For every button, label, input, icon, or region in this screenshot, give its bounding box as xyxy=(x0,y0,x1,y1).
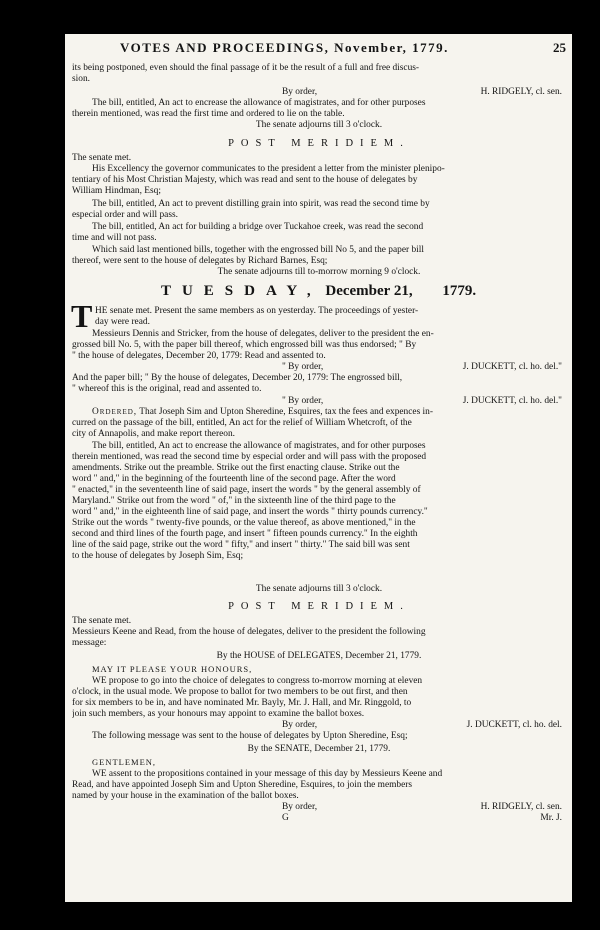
text-line: WE assent to the propositions contained in your message of this day by Messieurs Keene and xyxy=(92,769,443,779)
text-line: " enacted," in the seventeenth line of said page, insert the words " by the general assembly of xyxy=(72,485,421,495)
footer-line xyxy=(72,813,566,824)
message-heading: By the HOUSE of DELEGATES, December 21, 1779. xyxy=(216,651,422,661)
text-line: Which said last mentioned bills, together with the engrossed bill No 5, and the paper bill xyxy=(92,245,424,255)
text-line: The senate adjourns till 3 o'clock. xyxy=(255,120,383,130)
page xyxy=(65,34,572,902)
text-line: " the house of delegates, December 20, 1779: Read and assented to. xyxy=(72,351,326,361)
section-heading: POST MERIDIEM. xyxy=(228,601,410,612)
day-heading: TUESDAY, December 21, 1779. xyxy=(160,283,477,299)
signature-line: By order, J. DUCKETT, cl. ho. del. xyxy=(282,720,562,730)
text-line: HE senate met. Present the same members as on yesterday. The proceedings of yester- xyxy=(95,306,419,316)
text-line: message: xyxy=(72,638,107,648)
text-line: its being postponed, even should the final passage of it be the result of a full and free discus- xyxy=(72,63,420,73)
signature-mark: G xyxy=(282,813,289,823)
text-line: William Hindman, Esq; xyxy=(72,186,161,196)
signature-line: " By order, J. DUCKETT, cl. ho. del." xyxy=(282,396,562,406)
text-line: Messieurs Dennis and Stricker, from the house of delegates, deliver to the president the en- xyxy=(92,329,434,339)
text-line: The senate adjourns till 3 o'clock. xyxy=(255,584,383,594)
text-line: The senate met. xyxy=(72,616,132,626)
text-line: curred on the passage of the bill, entitled, An act for the relief of William Whetcroft, of the xyxy=(72,418,412,428)
text-line: time and will not pass. xyxy=(72,233,157,243)
text-line: line of the said page, strike out the word " fifty," and insert " thirty." The said bill was sent xyxy=(72,540,410,550)
signature-line: " By order, J. DUCKETT, cl. ho. del." xyxy=(282,362,562,372)
text-line: day were read. xyxy=(95,317,150,327)
text-line: The senate adjourns till to-morrow morning 9 o'clock. xyxy=(217,267,421,277)
text-line: The bill, entitled, An act to prevent distilling grain into spirit, was read the second time by xyxy=(92,199,430,209)
text-line: thereof, were sent to the house of delegates by Richard Barnes, Esq; xyxy=(72,256,328,266)
text-line: for six members to be in, and have nominated Mr. Bayly, Mr. J. Hall, and Mr. Ringgold, to xyxy=(72,698,412,708)
text-line: Messieurs Keene and Read, from the house of delegates, deliver to the president the following xyxy=(72,627,426,637)
text-line: therein mentioned, was read the first time and ordered to lie on the table. xyxy=(72,109,345,119)
section-heading: POST MERIDIEM. xyxy=(228,138,410,149)
text-line: Ordered, That Joseph Sim and Upton Sheredine, Esquires, tax the fees and expences in- xyxy=(92,407,433,417)
text-line: join such members, as your honours may appoint to examine the ballot boxes. xyxy=(72,709,365,719)
text-line: grossed bill No. 5, with the paper bill thereof, which engrossed bill was thus endorsed; " By xyxy=(72,340,417,350)
drop-cap: T xyxy=(71,298,93,334)
salutation: MAY IT PLEASE YOUR HONOURS, xyxy=(92,664,253,674)
text-line: The bill, entitled, An act to encrease the allowance of magistrates, and for other purposes xyxy=(92,98,426,108)
catchword: Mr. J. xyxy=(540,813,562,823)
text-line: Read, and have appointed Joseph Sim and Upton Sheredine, Esquires, to join the members xyxy=(72,780,413,790)
text-line: The senate met. xyxy=(72,153,132,163)
text-line: especial order and will pass. xyxy=(72,210,178,220)
text-line: " whereof this is the original, read and assented to. xyxy=(72,384,262,394)
salutation: GENTLEMEN, xyxy=(92,757,157,767)
text-line: amendments. Strike out the preamble. Strike out the first enacting clause. Strike out the xyxy=(72,463,400,473)
text-line: second and third lines of the fourth page, and insert " fifteen pounds currency." In the eighth xyxy=(72,529,418,539)
text-line: The bill, entitled, An act for building a bridge over Tuckahoe creek, was read the second xyxy=(92,222,424,232)
text-line: named by your house in the examination of the ballot boxes. xyxy=(72,791,299,801)
text-line: therein mentioned, was read the second time by especial order and will pass with the proposed xyxy=(72,452,427,462)
text-line: word " and," in the beginning of the fourteenth line of the second page. After the word xyxy=(72,474,396,484)
text-line: o'clock, in the usual mode. We propose to ballot for two members to be out first, and then xyxy=(72,687,408,697)
text-line: sion. xyxy=(72,74,90,84)
text-line: WE propose to go into the choice of delegates to congress to-morrow morning at eleven xyxy=(92,676,423,686)
text-line: Strike out the words " twenty-five pounds, or the value thereof, as above mentioned," in the xyxy=(72,518,416,528)
text-line: word " and," in the eighteenth line of said page, and insert the words " thirty pounds currency." xyxy=(72,507,428,517)
text-line: tentiary of his Most Christian Majesty, which was read and sent to the house of delegates by xyxy=(72,175,418,185)
text-line: to the house of delegates by Joseph Sim, Esq; xyxy=(72,551,244,561)
running-header xyxy=(120,40,566,56)
text-line: And the paper bill; " By the house of delegates, December 20, 1779: The engrossed bill, xyxy=(72,373,403,383)
text-line: The bill, entitled, An act to encrease the allowance of magistrates, and for other purposes xyxy=(92,441,426,451)
message-heading: By the SENATE, December 21, 1779. xyxy=(247,744,391,754)
text-line: The following message was sent to the house of delegates by Upton Sheredine, Esq; xyxy=(92,731,408,741)
text-line: city of Annapolis, and make report thereon. xyxy=(72,429,235,439)
signature-line: By order, H. RIDGELY, cl. sen. xyxy=(282,87,562,97)
page-number: 25 xyxy=(553,40,566,55)
running-title: VOTES AND PROCEEDINGS, November, 1779. xyxy=(120,40,449,55)
text-line: Maryland." Strike out from the word " of," in the sixteenth line of the third page to the xyxy=(72,496,396,506)
text-line: His Excellency the governor communicates to the president a letter from the minister plenipo- xyxy=(92,164,445,174)
signature-line: By order, H. RIDGELY, cl. sen. xyxy=(282,802,562,812)
